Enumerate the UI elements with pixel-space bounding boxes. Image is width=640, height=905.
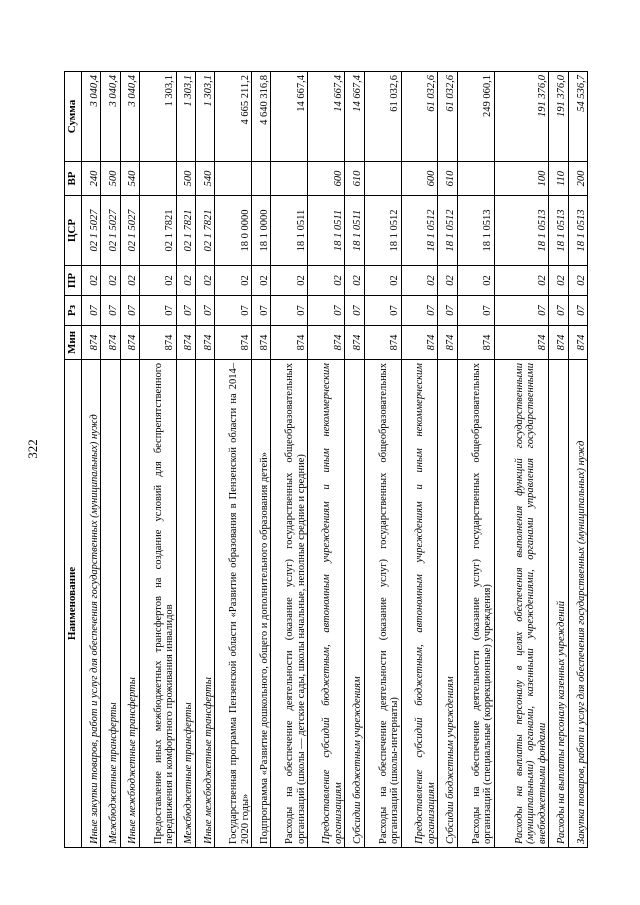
cell-rz: 07 [139, 296, 176, 326]
cell-name: Подпрограмма «Развитие дошкольного, общего и дополнительного образования детей» [252, 360, 271, 848]
table-row [215, 72, 252, 848]
cell-rz: 07 [120, 296, 139, 326]
cell-min: 874 [82, 326, 101, 360]
cell-name: Расходы на выплаты персоналу казенных учреждений [549, 360, 568, 848]
cell-vr: 540 [195, 162, 214, 196]
cell-sum: 61 032,6 [438, 72, 457, 162]
cell-csr: 02 1 7821 [195, 196, 214, 266]
cell-name: Иные межбюджетные трансферты [120, 360, 139, 848]
table-row [568, 72, 587, 848]
cell-csr: 18 1 0512 [438, 196, 457, 266]
table-row [457, 72, 494, 848]
cell-name: Предоставление субсидий бюджетным, автономным учреждениям и иным некоммерческим организациям [401, 360, 438, 848]
cell-rz: 07 [176, 296, 195, 326]
cell-sum: 14 667,4 [308, 72, 345, 162]
cell-csr: 18 1 0513 [494, 196, 549, 266]
cell-csr: 18 1 0512 [364, 196, 401, 266]
cell-name: Межбюджетные трансферты [101, 360, 120, 848]
cell-rz: 07 [195, 296, 214, 326]
table-row [120, 72, 139, 848]
header-name: Наименование [65, 360, 82, 848]
table-header-row [65, 72, 82, 848]
page-number: 322 [25, 439, 40, 459]
cell-min: 874 [494, 326, 549, 360]
cell-csr: 18 1 0513 [457, 196, 494, 266]
cell-csr: 02 1 5027 [120, 196, 139, 266]
cell-pr: 02 [364, 266, 401, 296]
table-row [252, 72, 271, 848]
cell-csr: 02 1 7821 [139, 196, 176, 266]
cell-vr: 500 [176, 162, 195, 196]
table-row [195, 72, 214, 848]
cell-sum: 191 376,0 [549, 72, 568, 162]
table-row [345, 72, 364, 848]
cell-sum: 3 040,4 [120, 72, 139, 162]
cell-csr: 18 1 0511 [345, 196, 364, 266]
cell-sum: 1 303,1 [176, 72, 195, 162]
cell-name: Государственная программа Пензенской области «Развитие образования в Пензенской области на 2014–2020 годы» [215, 360, 252, 848]
cell-name: Иные закупки товаров, работ и услуг для обеспечения государственных (муниципальных) нужд [82, 360, 101, 848]
cell-min: 874 [457, 326, 494, 360]
cell-csr: 18 1 0513 [549, 196, 568, 266]
cell-pr: 02 [438, 266, 457, 296]
table-row [401, 72, 438, 848]
cell-rz: 07 [438, 296, 457, 326]
cell-csr: 18 1 0511 [271, 196, 308, 266]
cell-name: Предоставление иных межбюджетных трансфертов на создание условий для беспрепятственного передвижения и комфортного проживания инвалидов [139, 360, 176, 848]
cell-rz: 07 [568, 296, 587, 326]
cell-rz: 07 [271, 296, 308, 326]
cell-csr: 18 1 0512 [401, 196, 438, 266]
cell-min: 874 [549, 326, 568, 360]
header-min: Мин [65, 326, 82, 360]
cell-sum: 4 665 211,2 [215, 72, 252, 162]
cell-vr [364, 162, 401, 196]
cell-min: 874 [568, 326, 587, 360]
cell-pr: 02 [401, 266, 438, 296]
cell-sum: 14 667,4 [345, 72, 364, 162]
cell-name: Расходы на обеспечение деятельности (оказание услуг) государственных общеобразовательных организаций (специальные (коррекционные) учреждения) [457, 360, 494, 848]
cell-sum: 54 536,7 [568, 72, 587, 162]
cell-rz: 07 [549, 296, 568, 326]
cell-sum: 3 040,4 [101, 72, 120, 162]
cell-pr: 02 [195, 266, 214, 296]
cell-vr: 600 [401, 162, 438, 196]
cell-rz: 07 [364, 296, 401, 326]
cell-sum: 191 376,0 [494, 72, 549, 162]
cell-vr: 600 [308, 162, 345, 196]
cell-vr: 100 [494, 162, 549, 196]
cell-pr: 02 [271, 266, 308, 296]
cell-vr [139, 162, 176, 196]
table-row [364, 72, 401, 848]
cell-min: 874 [401, 326, 438, 360]
cell-pr: 02 [568, 266, 587, 296]
header-rz: Рз [65, 296, 82, 326]
cell-csr: 18 0 0000 [215, 196, 252, 266]
cell-rz: 07 [401, 296, 438, 326]
rotated-page-content [64, 72, 588, 848]
cell-name: Межбюджетные трансферты [176, 360, 195, 848]
cell-csr: 02 1 7821 [176, 196, 195, 266]
cell-name: Расходы на обеспечение деятельности (оказание услуг) государственных общеобразовательных организаций (школы — детские сады, школы начальные, неполные средние и средние) [271, 360, 308, 848]
cell-min: 874 [101, 326, 120, 360]
cell-min: 874 [364, 326, 401, 360]
cell-rz: 07 [252, 296, 271, 326]
cell-rz: 07 [215, 296, 252, 326]
table-row [101, 72, 120, 848]
cell-min: 874 [308, 326, 345, 360]
cell-pr: 02 [457, 266, 494, 296]
cell-pr: 02 [215, 266, 252, 296]
cell-sum: 14 667,4 [271, 72, 308, 162]
table-row [139, 72, 176, 848]
cell-vr: 500 [101, 162, 120, 196]
cell-rz: 07 [82, 296, 101, 326]
cell-vr: 110 [549, 162, 568, 196]
cell-rz: 07 [308, 296, 345, 326]
cell-name: Предоставление субсидий бюджетным, автономным учреждениям и иным некоммерческим организациям [308, 360, 345, 848]
cell-csr: 18 1 0000 [252, 196, 271, 266]
cell-csr: 18 1 0513 [568, 196, 587, 266]
cell-vr [457, 162, 494, 196]
cell-vr: 240 [82, 162, 101, 196]
cell-pr: 02 [120, 266, 139, 296]
budget-table [64, 71, 588, 848]
cell-csr: 18 1 0511 [308, 196, 345, 266]
cell-pr: 02 [549, 266, 568, 296]
table-body [82, 72, 588, 848]
cell-pr: 02 [345, 266, 364, 296]
cell-pr: 02 [252, 266, 271, 296]
cell-min: 874 [139, 326, 176, 360]
header-pr: ПР [65, 266, 82, 296]
cell-min: 874 [215, 326, 252, 360]
table-row [176, 72, 195, 848]
cell-vr [215, 162, 252, 196]
cell-vr: 200 [568, 162, 587, 196]
cell-min: 874 [252, 326, 271, 360]
cell-pr: 02 [308, 266, 345, 296]
cell-vr: 610 [438, 162, 457, 196]
cell-pr: 02 [176, 266, 195, 296]
header-csr: ЦСР [65, 196, 82, 266]
cell-sum: 249 060,1 [457, 72, 494, 162]
cell-pr: 02 [82, 266, 101, 296]
cell-vr: 610 [345, 162, 364, 196]
table-row [82, 72, 101, 848]
cell-min: 874 [120, 326, 139, 360]
cell-vr [271, 162, 308, 196]
cell-sum: 4 640 316,8 [252, 72, 271, 162]
cell-sum: 61 032,6 [401, 72, 438, 162]
cell-sum: 1 303,1 [195, 72, 214, 162]
table-row [549, 72, 568, 848]
cell-rz: 07 [457, 296, 494, 326]
cell-pr: 02 [101, 266, 120, 296]
header-vr: ВР [65, 162, 82, 196]
cell-vr: 540 [120, 162, 139, 196]
cell-min: 874 [438, 326, 457, 360]
cell-name: Субсидии бюджетным учреждениям [438, 360, 457, 848]
cell-min: 874 [271, 326, 308, 360]
cell-name: Расходы на обеспечение деятельности (оказание услуг) государственных общеобразовательных организаций (школы-интернаты) [364, 360, 401, 848]
cell-min: 874 [195, 326, 214, 360]
cell-name: Закупка товаров, работ и услуг для обеспечения государственных (муниципальных) нужд [568, 360, 587, 848]
cell-sum: 3 040,4 [82, 72, 101, 162]
cell-csr: 02 1 5027 [82, 196, 101, 266]
cell-pr: 02 [494, 266, 549, 296]
table-row [308, 72, 345, 848]
cell-csr: 02 1 5027 [101, 196, 120, 266]
cell-name: Расходы на выплаты персоналу в целях обеспечения выполнения функций государственными (муниципальными) органами, казенными учреждениями, органами управления государственными внебюджетными фондами [494, 360, 549, 848]
cell-sum: 61 032,6 [364, 72, 401, 162]
cell-pr: 02 [139, 266, 176, 296]
cell-rz: 07 [345, 296, 364, 326]
cell-min: 874 [345, 326, 364, 360]
header-sum: Сумма [65, 72, 82, 162]
cell-min: 874 [176, 326, 195, 360]
table-row [271, 72, 308, 848]
cell-rz: 07 [101, 296, 120, 326]
cell-rz: 07 [494, 296, 549, 326]
cell-name: Субсидии бюджетным учреждениям [345, 360, 364, 848]
cell-name: Иные межбюджетные трансферты [195, 360, 214, 848]
cell-sum: 1 303,1 [139, 72, 176, 162]
cell-vr [252, 162, 271, 196]
table-row [494, 72, 549, 848]
table-row [438, 72, 457, 848]
